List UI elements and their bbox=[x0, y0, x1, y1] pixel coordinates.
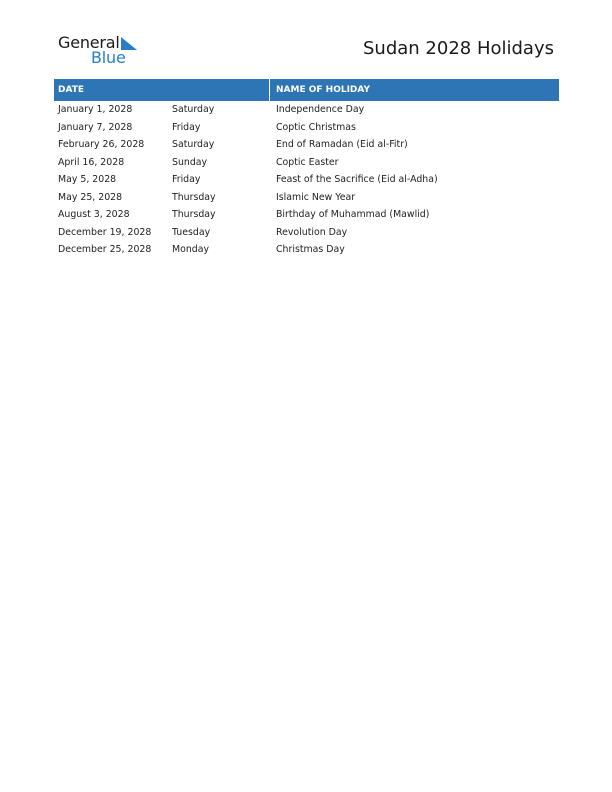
holiday-date: August 3, 2028 bbox=[58, 209, 130, 220]
table-row bbox=[54, 189, 559, 207]
holiday-name: Birthday of Muhammad (Mawlid) bbox=[276, 209, 430, 220]
holiday-name: Coptic Christmas bbox=[276, 121, 356, 133]
holiday-name: Islamic New Year bbox=[276, 191, 356, 203]
column-header-date: DATE bbox=[58, 85, 85, 95]
table-row bbox=[54, 224, 559, 242]
table-row bbox=[54, 241, 559, 259]
holiday-date: January 1, 2028 bbox=[58, 104, 133, 115]
column-header-holiday-name: NAME OF HOLIDAY bbox=[276, 85, 371, 95]
holiday-name: Independence Day bbox=[276, 104, 365, 115]
table-row bbox=[54, 171, 559, 189]
table-header bbox=[54, 79, 559, 101]
table-row bbox=[54, 119, 559, 137]
holiday-name: Revolution Day bbox=[276, 226, 348, 238]
table-row bbox=[54, 206, 559, 224]
table-row bbox=[54, 154, 559, 172]
holiday-name: Christmas Day bbox=[276, 244, 345, 255]
holiday-weekday: Sunday bbox=[172, 156, 208, 168]
holiday-name: Coptic Easter bbox=[276, 156, 339, 168]
holiday-name: Feast of the Sacrifice (Eid al-Adha) bbox=[276, 174, 438, 185]
holiday-date: February 26, 2028 bbox=[58, 139, 145, 150]
holiday-date: January 7, 2028 bbox=[58, 121, 133, 133]
holiday-date: December 25, 2028 bbox=[58, 244, 152, 255]
holiday-weekday: Monday bbox=[172, 244, 210, 255]
generalblue-logo bbox=[58, 34, 148, 68]
logo-word-blue: Blue bbox=[91, 48, 126, 67]
column-divider bbox=[269, 79, 270, 101]
holiday-date: May 5, 2028 bbox=[58, 174, 117, 185]
holiday-date: April 16, 2028 bbox=[58, 156, 125, 168]
holiday-weekday: Saturday bbox=[172, 139, 215, 150]
holiday-date: May 25, 2028 bbox=[58, 191, 123, 203]
holiday-weekday: Tuesday bbox=[172, 226, 211, 238]
holiday-weekday: Thursday bbox=[172, 209, 216, 220]
table-row bbox=[54, 101, 559, 119]
table-body bbox=[54, 101, 559, 259]
holiday-weekday: Friday bbox=[172, 121, 201, 133]
holiday-date: December 19, 2028 bbox=[58, 226, 152, 238]
page-title: Sudan 2028 Holidays bbox=[363, 38, 554, 59]
holiday-table bbox=[54, 79, 559, 259]
holiday-name: End of Ramadan (Eid al-Fitr) bbox=[276, 139, 408, 150]
logo-word-general: General bbox=[58, 33, 120, 52]
holiday-weekday: Saturday bbox=[172, 104, 215, 115]
table-row bbox=[54, 136, 559, 154]
holiday-weekday: Thursday bbox=[172, 191, 216, 203]
holiday-weekday: Friday bbox=[172, 174, 201, 185]
